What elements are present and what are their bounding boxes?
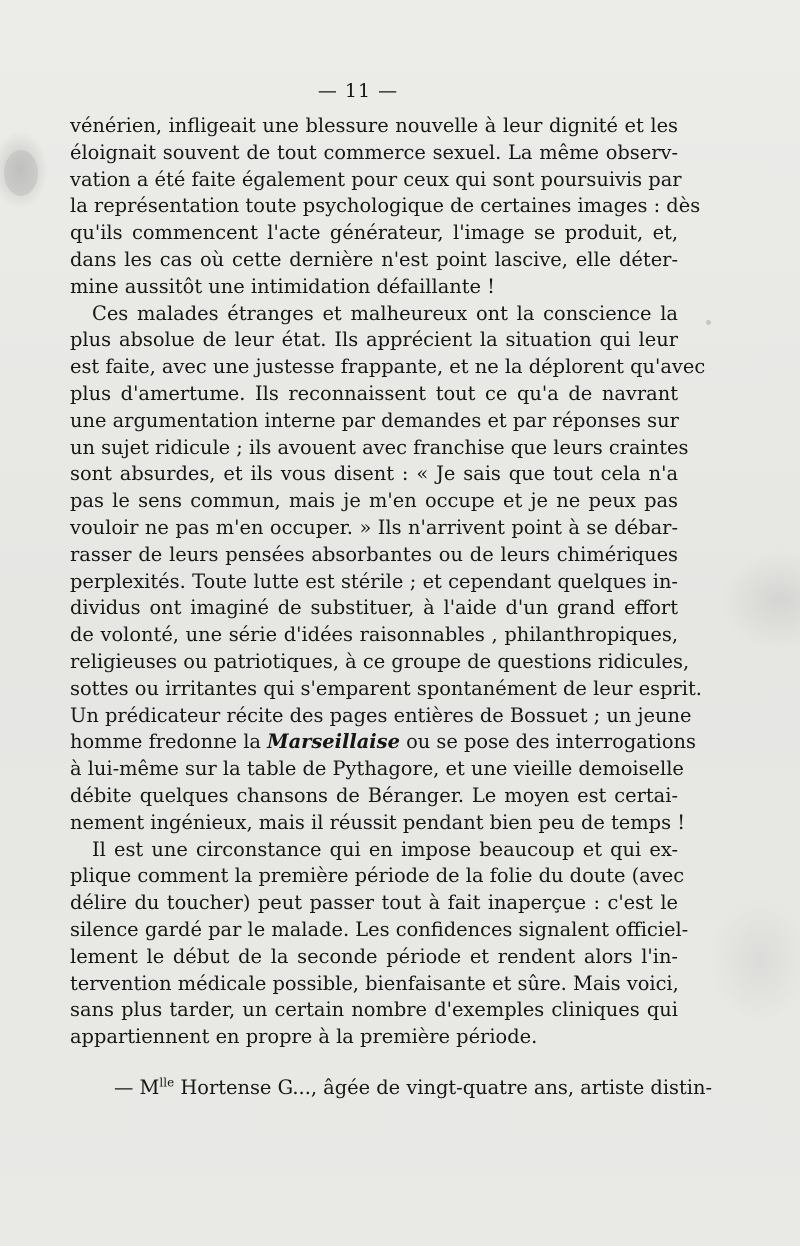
text-line: dividus ont imaginé de substituer, à l'aide d'un grand effort bbox=[70, 596, 678, 620]
text-line: débite quelques chansons de Béranger. Le moyen est certai- bbox=[70, 783, 678, 807]
text-line: une argumentation interne par demandes et par réponses sur bbox=[70, 408, 679, 432]
text-segment: Hortense G..., âgée de vingt-quatre ans, artiste distin- bbox=[174, 1075, 713, 1099]
text-line: sottes ou irritantes qui s'emparent spontanément de leur esprit. bbox=[70, 676, 702, 700]
text-line: sont absurdes, et ils vous disent : « Je sais que tout cela n'a bbox=[70, 462, 678, 486]
text-line: pas le sens commun, mais je m'en occupe et je ne peux pas bbox=[70, 489, 678, 513]
text-segment: — M bbox=[114, 1075, 160, 1099]
text-line: de volonté, une série d'idées raisonnables , philanthropiques, bbox=[70, 623, 678, 647]
text-segment: homme fredonne la bbox=[70, 730, 268, 754]
text-line: qu'ils commencent l'acte générateur, l'image se produit, et, bbox=[70, 221, 678, 245]
text-line: la représentation toute psychologique de certaines images : dès bbox=[70, 194, 701, 218]
text-line: religieuses ou patriotiques, à ce groupe de questions ridicules, bbox=[70, 649, 690, 673]
text-line: Un prédicateur récite des pages entières de Bossuet ; un jeune bbox=[70, 703, 692, 727]
italic-title: Marseillaise bbox=[267, 730, 400, 754]
section-gap bbox=[70, 1051, 678, 1075]
text-line: silence gardé par le malade. Les confidences signalent officiel- bbox=[70, 917, 689, 941]
text-line: Ces malades étranges et malheureux ont la conscience la bbox=[92, 301, 678, 325]
stain-mark bbox=[4, 150, 38, 196]
text-line: vouloir ne pas m'en occuper. » Ils n'arrivent point à se débar- bbox=[70, 515, 678, 539]
text-line: nement ingénieux, mais il réussit pendant bien peu de temps ! bbox=[70, 810, 685, 834]
text-line: appartiennent en propre à la première période. bbox=[70, 1025, 538, 1049]
text-line: dans les cas où cette dernière n'est point lascive, elle déter- bbox=[70, 247, 678, 271]
text-line: éloignait souvent de tout commerce sexuel. La même observ- bbox=[70, 140, 678, 164]
text-line: lement le début de la seconde période et rendent alors l'in- bbox=[70, 944, 678, 968]
case-intro-line bbox=[70, 1075, 713, 1102]
superscript: lle bbox=[159, 1075, 175, 1090]
text-line: vénérien, infligeait une blessure nouvelle à leur dignité et les bbox=[70, 114, 678, 137]
text-line: rasser de leurs pensées absorbantes ou de leurs chimériques bbox=[70, 542, 678, 566]
text-line: délire du toucher) peut passer tout à fait inaperçue : c'est le bbox=[70, 891, 678, 915]
text-line: plique comment la première période de la folie du doute (avec bbox=[70, 864, 685, 888]
text-line: plus d'amertume. Ils reconnaissent tout ce qu'a de navrant bbox=[70, 381, 678, 405]
text-line: vation a été faite également pour ceux qui sont poursuivis par bbox=[70, 167, 682, 191]
text-line: un sujet ridicule ; ils avouent avec franchise que leurs craintes bbox=[70, 435, 689, 459]
text-line: à lui-même sur la table de Pythagore, et une vieille demoiselle bbox=[70, 757, 684, 781]
text-line: Il est une circonstance qui en impose beaucoup et qui ex- bbox=[92, 837, 678, 861]
page-number: — 11 — bbox=[317, 80, 399, 102]
text-line: perplexités. Toute lutte est stérile ; et cependant quelques in- bbox=[70, 569, 678, 593]
text-segment: ou se pose des interrogations bbox=[399, 730, 696, 754]
body-text bbox=[70, 113, 713, 1102]
text-line: sans plus tarder, un certain nombre d'exemples cliniques qui bbox=[70, 998, 678, 1022]
text-line: plus absolue de leur état. Ils apprécient la situation qui leur bbox=[70, 328, 678, 352]
text-line-with-italic bbox=[70, 729, 696, 756]
text-line: tervention médicale possible, bienfaisante et sûre. Mais voici, bbox=[70, 971, 679, 995]
text-line: est faite, avec une justesse frappante, et ne la déplorent qu'avec bbox=[70, 355, 706, 379]
speck-mark bbox=[706, 320, 711, 325]
text-line: mine aussitôt une intimidation défaillante ! bbox=[70, 274, 495, 298]
